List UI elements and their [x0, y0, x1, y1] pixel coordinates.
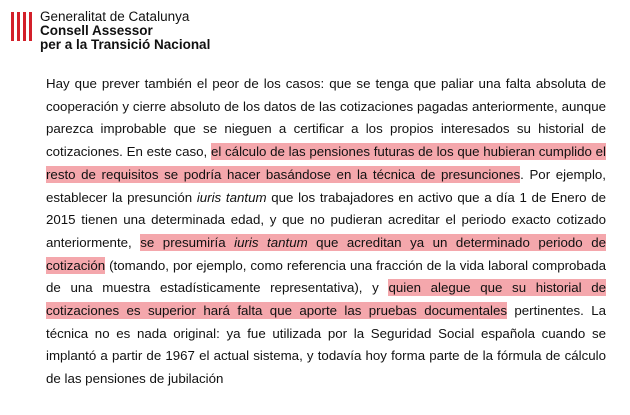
text-segment: Hay que prever también el peor de los casos: que se tenga que paliar una falta absoluta de cooperación y cierre absoluto de los datos de las cotizaciones pagadas anteriormente, aunque parezca improbable que se nieguen a certificar a los propios interesados su historial de cotizaciones. En este caso, [46, 76, 606, 160]
highlight-documentary-proof: quien alegue que su historial de cotizaciones es superior hará falta que aporte las pruebas documentales [46, 280, 606, 319]
org-line-3: per a la Transició Nacional [40, 37, 211, 52]
highlight-text: se presumiría [140, 234, 235, 250]
body-paragraph [46, 73, 606, 391]
text-segment: . Por ejemplo, establecer la presunción [46, 166, 606, 205]
text-segment: (tomando, por ejemplo, como referencia una fracción de la vida laboral comprobada de una muestra estadísticamente representativa), y [46, 257, 606, 296]
highlight-text: que acreditan ya un determinado periodo de cotización [46, 234, 606, 273]
org-line-1: Generalitat de Catalunya [40, 9, 190, 24]
italic-term: iuris tantum [234, 234, 308, 250]
highlight-presumption-calculation: el cálculo de las pensiones futuras de los que hubieran cumplido el resto de requisitos se podría hacer basándose en la técnica de presunciones [46, 144, 606, 182]
org-line-2: Consell Assessor [40, 23, 153, 38]
document-header [10, 10, 210, 52]
generalitat-logo-icon [10, 12, 32, 41]
text-segment: pertinentes. La técnica no es nada original: ya fue utilizada por la Seguridad Social española cuando se implantó a partir de 1967 el actual sistema, y todavía hoy forma parte de la fórmula de cálculo de las pensiones de jubilación [46, 303, 606, 387]
organization-name [40, 10, 210, 52]
italic-term: iuris tantum [196, 189, 267, 205]
text-segment: que los trabajadores en activo que a día 1 de Enero de 2015 tienen una determinada edad, y que no pudieran acreditar el periodo exacto cotizado anteriormente, [46, 189, 606, 250]
